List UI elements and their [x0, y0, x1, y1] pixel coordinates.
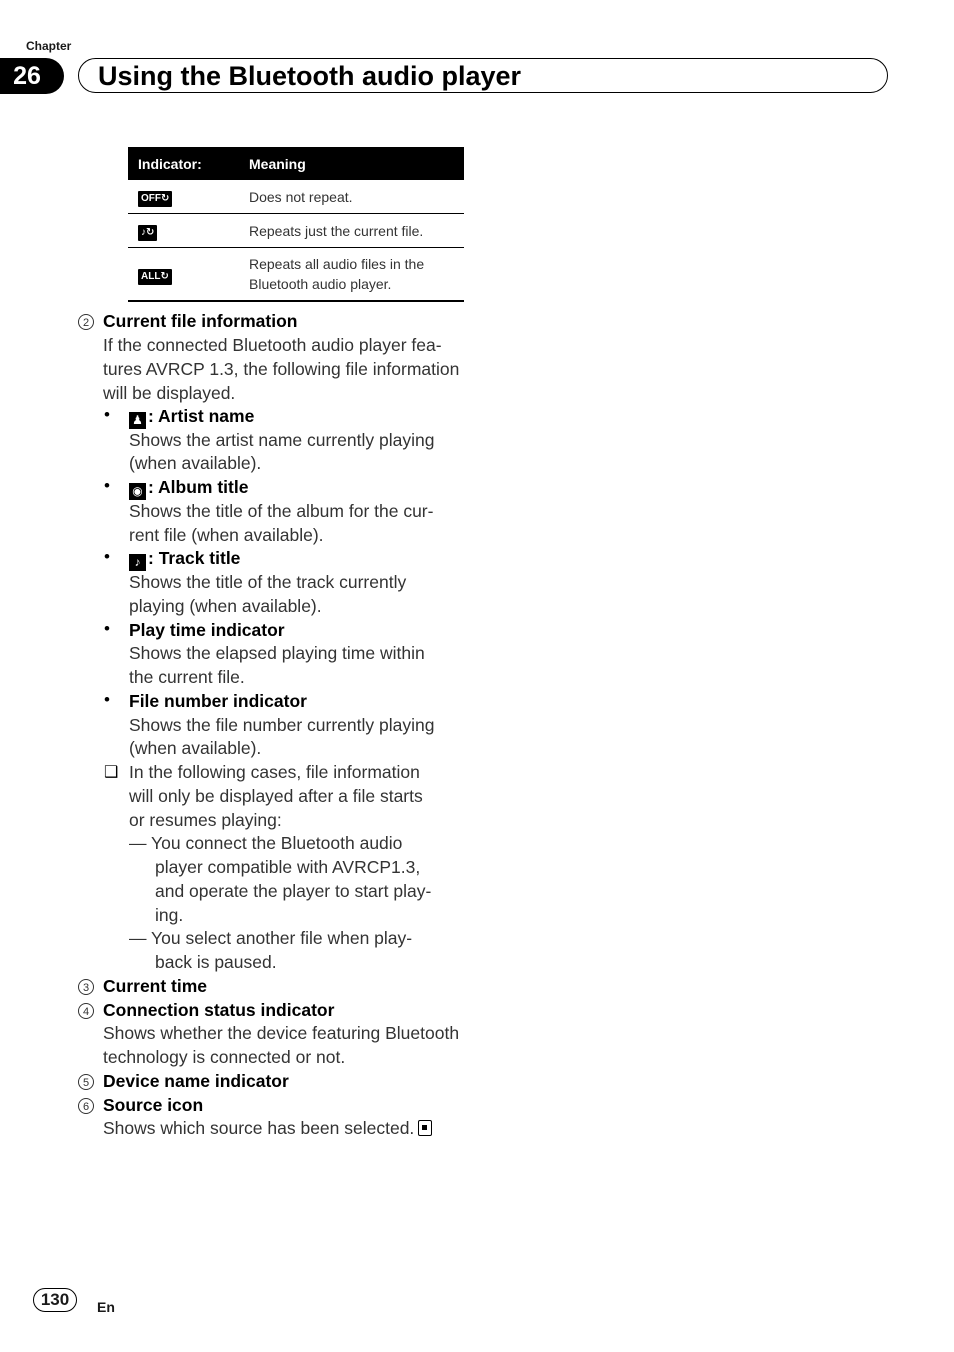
dash-item-line: ing. [155, 905, 184, 925]
paragraph-line: will be displayed. [103, 383, 236, 403]
bullet: • [104, 405, 110, 424]
dash-item-line: — You connect the Bluetooth audio [129, 833, 403, 853]
bullet: • [104, 547, 110, 566]
item-number: 4 [78, 1003, 94, 1019]
paragraph-line: Shows the elapsed playing time within [129, 643, 425, 663]
table-row [128, 214, 464, 248]
chapter-number: 26 [0, 58, 64, 94]
end-of-section-icon [418, 1120, 432, 1136]
paragraph-line: technology is connected or not. [103, 1047, 346, 1067]
paragraph-line: In the following cases, file information [129, 762, 420, 782]
repeat-off-icon: OFF↻ [138, 191, 172, 207]
item-number: 3 [78, 979, 94, 995]
bullet-heading: Play time indicator [129, 620, 285, 640]
paragraph-line: playing (when available). [129, 596, 322, 616]
bullet: • [104, 690, 110, 709]
paragraph-line: If the connected Bluetooth audio player fea- [103, 335, 442, 355]
item-number: 5 [78, 1074, 94, 1090]
table-row [128, 180, 464, 214]
table-header-indicator: Indicator: [128, 147, 238, 180]
table-header-row [128, 147, 464, 180]
bullet-heading: File number indicator [129, 691, 307, 711]
paragraph-line: tures AVRCP 1.3, the following file information [103, 359, 460, 379]
section-heading: Connection status indicator [103, 1000, 335, 1020]
section-heading: Source icon [103, 1095, 204, 1115]
item-number: 6 [78, 1098, 94, 1114]
page-language: En [97, 1299, 115, 1315]
paragraph-line: (when available). [129, 453, 262, 473]
paragraph-line: Shows the file number currently playing [129, 715, 435, 735]
table-cell-indicator [128, 248, 238, 302]
table-cell-meaning: Repeats just the current file. [238, 214, 464, 248]
person-icon: ♟ [129, 412, 146, 429]
music-note-icon: ♪ [129, 554, 146, 571]
section-heading: Current time [103, 976, 208, 996]
dash-item-line: back is paused. [155, 952, 277, 972]
bullet-heading: ♟ : Artist name [129, 405, 254, 429]
bullet-heading: ◉ : Album title [129, 476, 248, 500]
paragraph-line: Shows the artist name currently playing [129, 430, 435, 450]
dash-item-line: player compatible with AVRCP1.3, [155, 857, 421, 877]
paragraph-line: Shows which source has been selected. [103, 1117, 432, 1141]
dash-item-line: and operate the player to start play- [155, 881, 432, 901]
page-number: 130 [33, 1288, 77, 1312]
paragraph-line: rent file (when available). [129, 525, 324, 545]
bullet-heading: ♪ : Track title [129, 547, 240, 571]
repeat-one-icon: ♪↻ [138, 225, 157, 241]
paragraph-line: (when available). [129, 738, 262, 758]
repeat-all-icon: ALL↻ [138, 269, 172, 285]
paragraph-line: will only be displayed after a file starts [129, 786, 423, 806]
item-number: 2 [78, 314, 94, 330]
table-cell-indicator [128, 214, 238, 248]
paragraph-line: Shows whether the device featuring Bluetooth [103, 1023, 460, 1043]
bullet: • [104, 476, 110, 495]
paragraph-line: Shows the title of the track currently [129, 572, 407, 592]
bullet: • [104, 619, 110, 638]
table-cell-meaning: Repeats all audio files in the Bluetooth audio player. [238, 248, 464, 302]
paragraph-line: Shows the title of the album for the cur- [129, 501, 434, 521]
disc-icon: ◉ [129, 483, 146, 500]
paragraph-line: the current file. [129, 667, 245, 687]
paragraph-line: or resumes playing: [129, 810, 282, 830]
chapter-label: Chapter [26, 39, 72, 53]
chapter-title: Using the Bluetooth audio player [98, 61, 522, 91]
note-checkbox-icon: ❑ [104, 764, 119, 781]
dash-item-line: — You select another file when play- [129, 928, 413, 948]
table-cell-meaning: Does not repeat. [238, 180, 464, 214]
section-heading: Current file information [103, 311, 298, 331]
table-cell-indicator [128, 180, 238, 214]
repeat-indicator-table [128, 147, 464, 302]
table-row [128, 248, 464, 302]
section-heading: Device name indicator [103, 1071, 289, 1091]
table-header-meaning: Meaning [238, 147, 464, 180]
